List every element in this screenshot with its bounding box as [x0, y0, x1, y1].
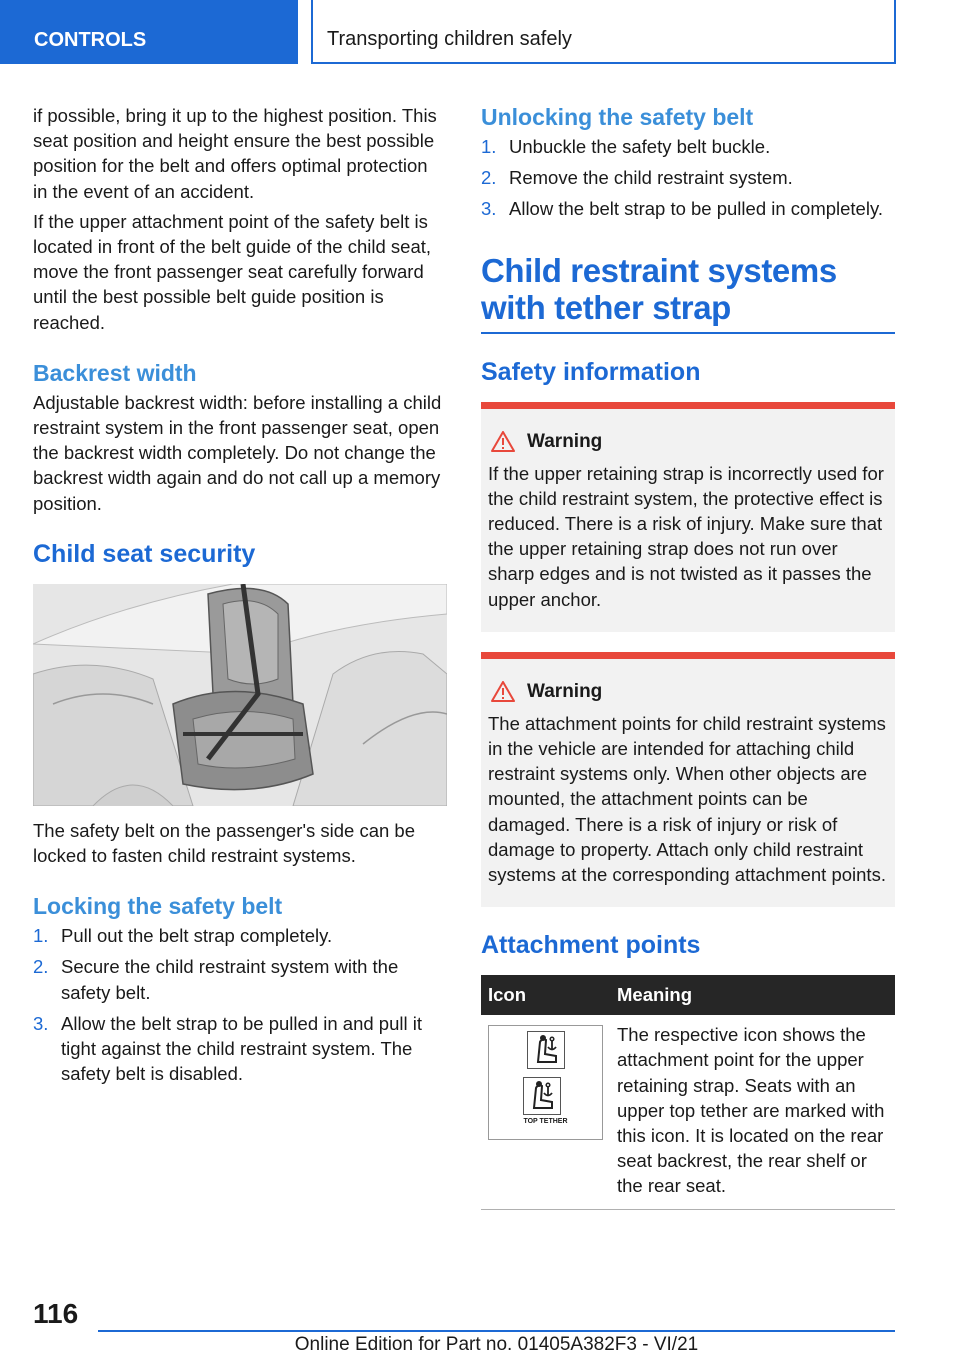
footer-divider: [98, 1330, 895, 1332]
heading-backrest-width: Backrest width: [33, 359, 197, 386]
warning-text: If the upper retaining strap is incorrectly used for the child restraint system, the protective effect is reduced. There is a risk of injury. Make sure that the upper retaining strap does not run over sharp edges and is not twisted as it passes the upper anchor.: [488, 462, 884, 610]
paragraph-upper-attachment: If the upper attachment point of the safety belt is located in front of the belt guide of the child seat, move the front passenger seat carefully forward until the best possible belt guide position is reached.: [33, 210, 432, 333]
list-item: [33, 923, 447, 948]
footer-edition-text: Online Edition for Part no. 01405A382F3 - VI/21: [294, 1334, 699, 1355]
heading-unlocking-safety-belt: Unlocking the safety belt: [481, 104, 754, 130]
table-row: [481, 1015, 895, 1209]
warning-triangle-icon: [491, 431, 515, 452]
warning-text: The attachment points for child restraint systems in the vehicle are intended for attaching child restraint systems only. When other objects are mounted, the attachment points can be damaged. There is a risk of injury or risk of damage to property. Attach only child restraint systems at the corresponding attachment points.: [488, 712, 886, 886]
paragraph-seat-position: if possible, bring it up to the highest position. This seat position and height ensure the best possible position for the belt and offers optimal protection in the event of an accident.: [33, 105, 437, 202]
warning-header: [488, 431, 887, 453]
header-section-label: CONTROLS: [0, 0, 298, 64]
column-header-icon: Icon: [481, 975, 610, 1015]
step-number: 2.: [481, 167, 497, 189]
step-number: 1.: [33, 925, 49, 947]
top-tether-label: TOP TETHER: [523, 1118, 568, 1126]
step-text: Remove the child restraint system.: [509, 167, 793, 189]
step-number: 3.: [33, 1012, 49, 1034]
step-text: Pull out the belt strap completely.: [61, 925, 333, 947]
warning-box: [481, 402, 895, 632]
page-number: 116: [33, 1298, 79, 1329]
unlocking-steps-list: [481, 134, 895, 222]
top-tether-icon: [523, 1077, 561, 1115]
child-seat-illustration: [33, 584, 447, 806]
heading-attachment-points: Attachment points: [481, 931, 701, 960]
list-item: [481, 165, 895, 190]
heading-child-seat-security: Child seat security: [33, 539, 256, 568]
warning-header: [488, 681, 887, 703]
warning-title: Warning: [527, 430, 603, 452]
header-chapter-title: Transporting children safely: [311, 0, 896, 64]
top-tether-icon-group: [523, 1077, 567, 1134]
step-number: 3.: [481, 198, 497, 220]
step-number: 1.: [481, 136, 497, 157]
table-header-row: [481, 975, 895, 1015]
heading-locking-safety-belt: Locking the safety belt: [33, 893, 283, 920]
list-item: [33, 954, 447, 1004]
tether-icon-frame: [488, 1025, 603, 1140]
list-item: [33, 1011, 447, 1087]
child-seat-anchor-icon: [527, 1031, 565, 1069]
meaning-cell: The respective icon shows the attachment point for the upper retaining strap. Seats with an upper top tether are marked with this icon. It is located on the rear seat backrest, the rear shelf or the rear seat.: [610, 1015, 895, 1209]
paragraph-backrest-width: Adjustable backrest width: before installing a child restraint system in the front passenger seat, open the backrest width completely. Do not change the backrest width again and do not call up a memory position.: [33, 391, 442, 514]
icon-cell: [481, 1015, 610, 1209]
attachment-points-table: [481, 975, 895, 1209]
step-text: Unbuckle the safety belt buckle.: [509, 136, 771, 157]
heading-safety-information: Safety information: [481, 357, 701, 386]
step-text: Allow the belt strap to be pulled in and pull it tight against the child restraint system. The safety belt is disabled.: [61, 1012, 422, 1085]
list-item: [481, 196, 895, 221]
warning-title: Warning: [527, 680, 603, 702]
right-column: [481, 103, 895, 1210]
heading-tether-strap: Child restraint systems with tether strap: [481, 252, 895, 334]
column-header-meaning: Meaning: [610, 975, 895, 1015]
list-item: [481, 134, 895, 159]
step-number: 2.: [33, 956, 49, 978]
step-text: Allow the belt strap to be pulled in completely.: [509, 198, 883, 220]
step-text: Secure the child restraint system with the safety belt.: [61, 956, 399, 1003]
figure-caption: The safety belt on the passenger's side can be locked to fasten child restraint systems.: [33, 819, 415, 867]
left-column: [33, 103, 447, 1092]
locking-steps-list: [33, 923, 447, 1086]
warning-box: [481, 652, 895, 907]
warning-triangle-icon: [491, 681, 515, 702]
